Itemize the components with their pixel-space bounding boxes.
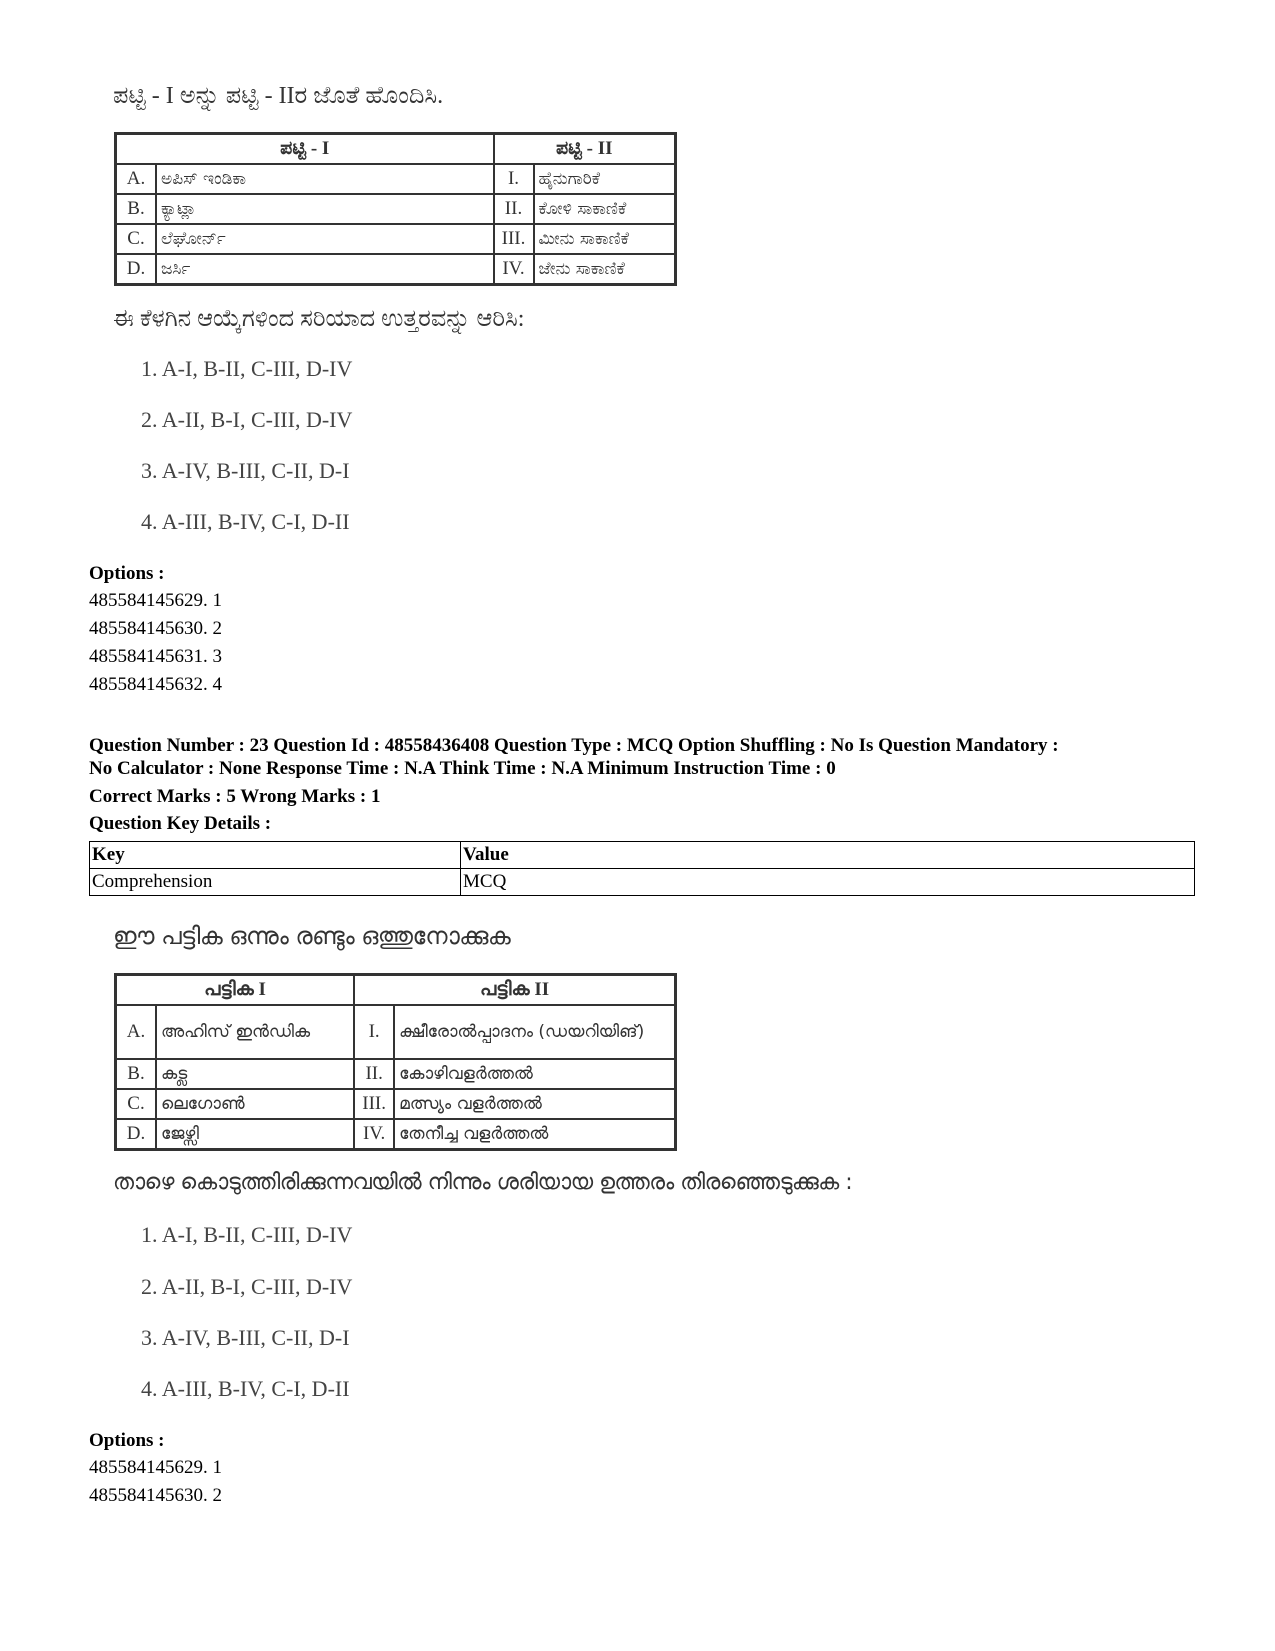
row-b-text: ಕೋಳಿ ಸಾಕಾಣಿಕೆ (534, 194, 676, 224)
row-b-index: IV. (354, 1119, 394, 1150)
table-row (116, 1005, 676, 1059)
row-b-text: ಜೇನು ಸಾಕಾಣಿಕೆ (534, 254, 676, 285)
row-a-text: ಲೆಘೋರ್ನ್ (156, 224, 494, 254)
option-item: 485584145631. 3 (89, 646, 222, 667)
table-row (90, 869, 1195, 896)
row-b-index: II. (494, 194, 534, 224)
option-item: 485584145630. 2 (89, 618, 222, 639)
question-meta-line-1: Question Number : 23 Question Id : 48558436408 Question Type : MCQ Option Shuffling : No Is Question Mandatory : (89, 735, 1059, 756)
question-meta-line-2: No Calculator : None Response Time : N.A Think Time : N.A Minimum Instruction Time : 0 (89, 758, 836, 779)
row-b-index: II. (354, 1059, 394, 1089)
row-a-index: C. (116, 1089, 157, 1119)
block2-answer-4: 4. A-III, B-IV, C-I, D-II (141, 1376, 350, 1401)
table-row (116, 194, 676, 224)
block1-col1-header: ಪಟ್ಟಿ - I (116, 134, 494, 165)
block1-answer-3: 3. A-IV, B-III, C-II, D-I (141, 458, 350, 483)
row-b-index: III. (354, 1089, 394, 1119)
block1-col2-header: ಪಟ್ಟಿ - II (494, 134, 676, 165)
block1-heading: ಪಟ್ಟಿ - I ಅನ್ನು ಪಟ್ಟಿ - IIರ ಜೊತೆ ಹೊಂದಿಸಿ. (113, 83, 444, 109)
option-item: 485584145632. 4 (89, 674, 222, 695)
value-cell: MCQ (461, 869, 1195, 896)
block2-answer-3: 3. A-IV, B-III, C-II, D-I (141, 1325, 350, 1350)
row-a-text: ಜರ್ಸಿ (156, 254, 494, 285)
block2-match-table (114, 973, 677, 1151)
option-item: 485584145630. 2 (89, 1485, 222, 1506)
value-header: Value (461, 842, 1195, 869)
block2-heading: ഈ പട്ടിക ഒന്നും രണ്ടും ഒത്തുനോക്കുക (113, 922, 511, 950)
row-a-index: D. (116, 254, 157, 285)
key-cell: Comprehension (90, 869, 461, 896)
row-b-text: മത്സ്യം വളർത്തൽ (394, 1089, 675, 1119)
row-a-index: A. (116, 1005, 157, 1059)
row-b-index: III. (494, 224, 534, 254)
table-row (116, 1059, 676, 1089)
question-key-details-label: Question Key Details : (89, 813, 272, 834)
row-a-text: ಅಪಿಸ್ ಇಂಡಿಕಾ (156, 164, 494, 194)
row-a-index: B. (116, 1059, 157, 1089)
block2-answer-2: 2. A-II, B-I, C-III, D-IV (141, 1274, 353, 1299)
question-key-table (89, 841, 1195, 896)
row-a-text: അഹിസ് ഇൻഡിക (156, 1005, 354, 1059)
table-row (116, 1119, 676, 1150)
row-a-text: ലെഗോൺ (156, 1089, 354, 1119)
block2-col2-header: പട്ടിക II (354, 975, 675, 1006)
block1-answer-2: 2. A-II, B-I, C-III, D-IV (141, 407, 353, 432)
row-b-text: ക്ഷീരോൽപ്പാദനം (ഡയറിയിങ്) (394, 1005, 675, 1059)
question-marks: Correct Marks : 5 Wrong Marks : 1 (89, 786, 381, 807)
row-b-index: I. (354, 1005, 394, 1059)
block1-answer-4: 4. A-III, B-IV, C-I, D-II (141, 509, 350, 534)
row-a-text: ಕ್ಯಾಟ್ಲಾ (156, 194, 494, 224)
row-b-text: കോഴിവളർത്തൽ (394, 1059, 675, 1089)
option-item: 485584145629. 1 (89, 590, 222, 611)
options1-label: Options : (89, 563, 165, 584)
table-row (116, 224, 676, 254)
block1-answer-1: 1. A-I, B-II, C-III, D-IV (141, 356, 353, 381)
table-row (116, 1089, 676, 1119)
block1-instruction: ಈ ಕೆಳಗಿನ ಆಯ್ಕೆಗಳಿಂದ ಸರಿಯಾದ ಉತ್ತರವನ್ನು ಆರಿಸಿ: (113, 306, 525, 332)
row-a-index: A. (116, 164, 157, 194)
block2-answer-1: 1. A-I, B-II, C-III, D-IV (141, 1222, 353, 1247)
table-row (116, 164, 676, 194)
row-a-index: C. (116, 224, 157, 254)
row-b-index: IV. (494, 254, 534, 285)
table-row (116, 254, 676, 285)
row-a-index: B. (116, 194, 157, 224)
row-b-text: ಹೈನುಗಾರಿಕೆ (534, 164, 676, 194)
row-b-index: I. (494, 164, 534, 194)
options2-label: Options : (89, 1430, 165, 1451)
block1-match-table (114, 132, 677, 286)
key-header: Key (90, 842, 461, 869)
row-a-text: കട്ല (156, 1059, 354, 1089)
row-a-index: D. (116, 1119, 157, 1150)
row-b-text: ಮೀನು ಸಾಕಾಣಿಕೆ (534, 224, 676, 254)
block2-instruction: താഴെ കൊടുത്തിരിക്കുന്നവയിൽ നിന്നും ശരിയായ ഉത്തരം തിരഞ്ഞെടുക്കുക : (113, 1170, 853, 1195)
block2-col1-header: പട്ടിക I (116, 975, 355, 1006)
row-b-text: തേനീച്ച വളർത്തൽ (394, 1119, 675, 1150)
row-a-text: ജേഴ്സി (156, 1119, 354, 1150)
option-item: 485584145629. 1 (89, 1457, 222, 1478)
